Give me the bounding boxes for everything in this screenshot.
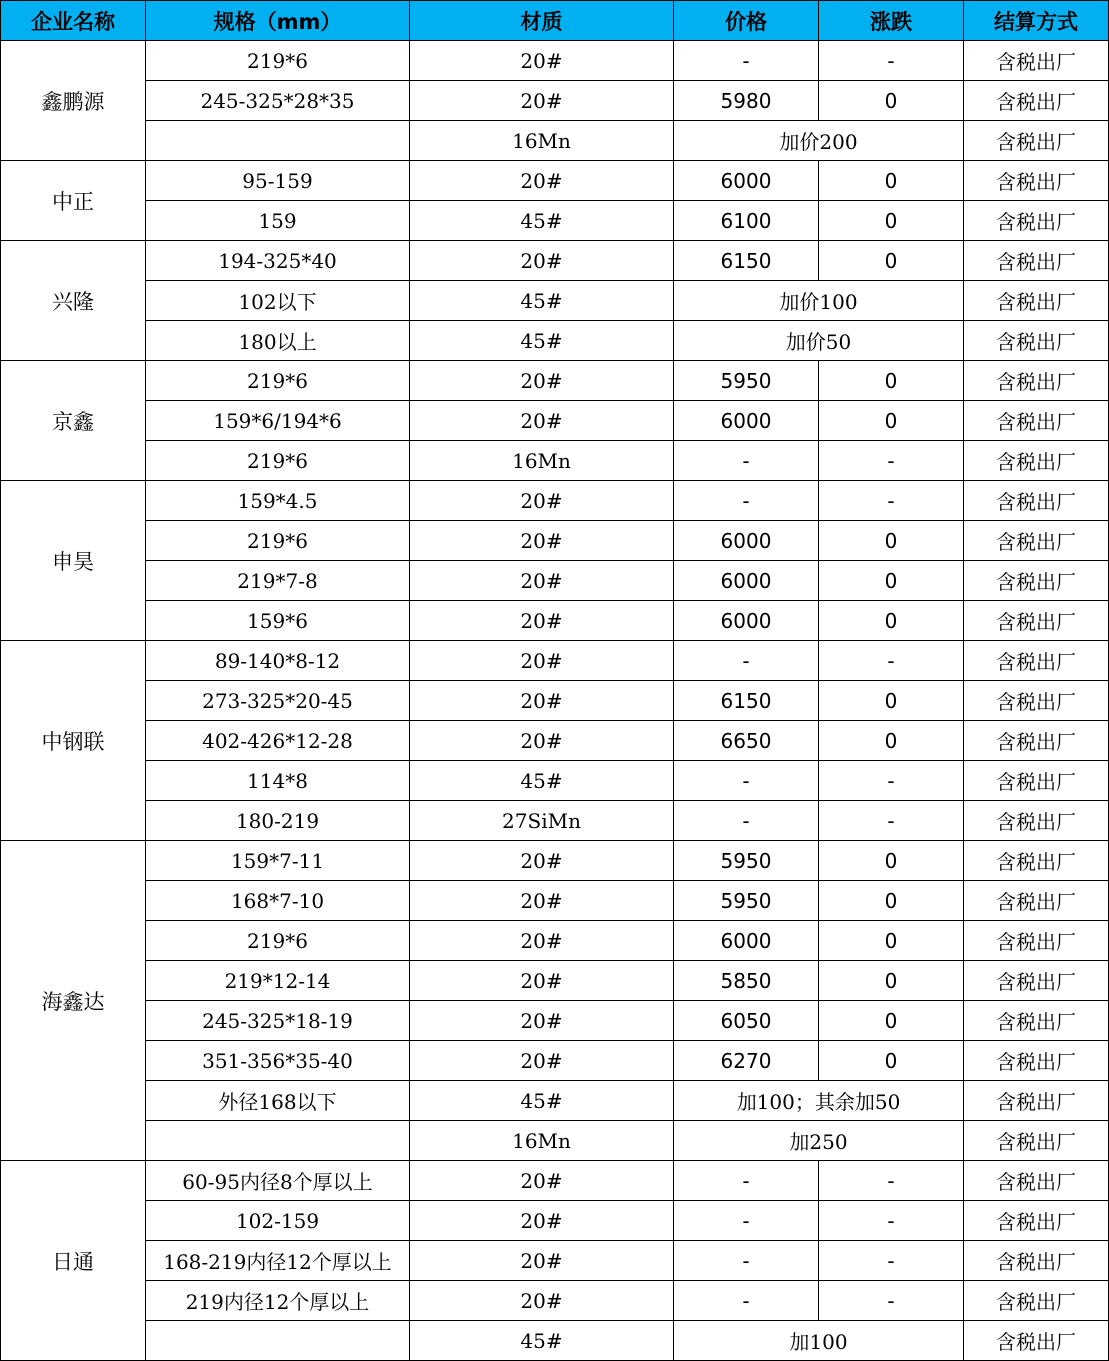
change-cell: -	[819, 441, 964, 481]
spec-cell: 159*6	[146, 601, 410, 641]
table-row	[1, 361, 1109, 401]
table-row	[1, 281, 1109, 321]
material-cell: 20#	[410, 1241, 674, 1281]
company-name-cell: 兴隆	[1, 241, 146, 361]
spec-cell: 219*6	[146, 521, 410, 561]
spec-cell: 89-140*8-12	[146, 641, 410, 681]
company-name-cell: 申昊	[1, 481, 146, 641]
spec-cell: 168*7-10	[146, 881, 410, 921]
settlement-cell: 含税出厂	[964, 1161, 1109, 1201]
change-cell: -	[819, 1281, 964, 1321]
change-cell: -	[819, 1161, 964, 1201]
table-row	[1, 201, 1109, 241]
settlement-cell: 含税出厂	[964, 841, 1109, 881]
company-name-cell: 海鑫达	[1, 841, 146, 1161]
price-note-cell: 加价50	[674, 321, 964, 361]
material-cell: 27SiMn	[410, 801, 674, 841]
material-cell: 20#	[410, 561, 674, 601]
settlement-cell: 含税出厂	[964, 441, 1109, 481]
settlement-cell: 含税出厂	[964, 321, 1109, 361]
change-cell: 0	[819, 681, 964, 721]
settlement-cell: 含税出厂	[964, 1001, 1109, 1041]
price-cell: 6150	[674, 681, 819, 721]
material-cell: 45#	[410, 1321, 674, 1361]
change-cell: 0	[819, 521, 964, 561]
table-row	[1, 161, 1109, 201]
table-row	[1, 1041, 1109, 1081]
change-cell: 0	[819, 161, 964, 201]
price-note-cell: 加100；其余加50	[674, 1081, 964, 1121]
material-cell: 20#	[410, 81, 674, 121]
table-row	[1, 561, 1109, 601]
settlement-cell: 含税出厂	[964, 121, 1109, 161]
material-cell: 20#	[410, 361, 674, 401]
spec-cell: 351-356*35-40	[146, 1041, 410, 1081]
material-cell: 20#	[410, 961, 674, 1001]
material-cell: 20#	[410, 921, 674, 961]
table-row	[1, 1001, 1109, 1041]
settlement-cell: 含税出厂	[964, 961, 1109, 1001]
settlement-cell: 含税出厂	[964, 481, 1109, 521]
material-cell: 16Mn	[410, 121, 674, 161]
price-cell: -	[674, 641, 819, 681]
material-cell: 20#	[410, 1161, 674, 1201]
table-row	[1, 521, 1109, 561]
price-cell: 6150	[674, 241, 819, 281]
change-cell: 0	[819, 1041, 964, 1081]
settlement-cell: 含税出厂	[964, 1041, 1109, 1081]
settlement-cell: 含税出厂	[964, 881, 1109, 921]
price-cell: 5950	[674, 361, 819, 401]
spec-cell: 159*4.5	[146, 481, 410, 521]
spec-cell: 219*6	[146, 921, 410, 961]
price-cell: -	[674, 761, 819, 801]
company-name-cell: 鑫鹏源	[1, 41, 146, 161]
spec-cell: 219*6	[146, 361, 410, 401]
change-cell: 0	[819, 881, 964, 921]
table-row	[1, 41, 1109, 81]
material-cell: 20#	[410, 401, 674, 441]
table-row	[1, 921, 1109, 961]
table-row	[1, 841, 1109, 881]
table-row	[1, 1161, 1109, 1201]
table-row	[1, 321, 1109, 361]
spec-cell: 102-159	[146, 1201, 410, 1241]
change-cell: 0	[819, 921, 964, 961]
price-cell: 6270	[674, 1041, 819, 1081]
spec-cell: 245-325*18-19	[146, 1001, 410, 1041]
table-row	[1, 801, 1109, 841]
table-row	[1, 1081, 1109, 1121]
price-cell: 6000	[674, 401, 819, 441]
change-cell: -	[819, 481, 964, 521]
settlement-cell: 含税出厂	[964, 521, 1109, 561]
settlement-cell: 含税出厂	[964, 641, 1109, 681]
price-cell: 6000	[674, 921, 819, 961]
price-cell: -	[674, 1241, 819, 1281]
table-row	[1, 481, 1109, 521]
material-cell: 20#	[410, 241, 674, 281]
material-cell: 20#	[410, 521, 674, 561]
settlement-cell: 含税出厂	[964, 1321, 1109, 1361]
change-cell: 0	[819, 241, 964, 281]
table-row	[1, 641, 1109, 681]
settlement-cell: 含税出厂	[964, 601, 1109, 641]
price-cell: 6650	[674, 721, 819, 761]
price-note-cell: 加价200	[674, 121, 964, 161]
table-row	[1, 1241, 1109, 1281]
company-name-cell: 中钢联	[1, 641, 146, 841]
price-cell: -	[674, 481, 819, 521]
change-cell: -	[819, 801, 964, 841]
table-row	[1, 121, 1109, 161]
change-cell: 0	[819, 201, 964, 241]
change-cell: 0	[819, 961, 964, 1001]
spec-cell: 402-426*12-28	[146, 721, 410, 761]
spec-cell	[146, 1321, 410, 1361]
table-row	[1, 1121, 1109, 1161]
material-cell: 20#	[410, 601, 674, 641]
material-cell: 20#	[410, 1201, 674, 1241]
price-cell: 5950	[674, 841, 819, 881]
spec-cell: 219*7-8	[146, 561, 410, 601]
table-row	[1, 681, 1109, 721]
spec-cell: 159*6/194*6	[146, 401, 410, 441]
table-row	[1, 1201, 1109, 1241]
price-cell: 5950	[674, 881, 819, 921]
price-cell: 6000	[674, 521, 819, 561]
price-cell: -	[674, 41, 819, 81]
spec-cell: 114*8	[146, 761, 410, 801]
change-cell: 0	[819, 81, 964, 121]
material-cell: 20#	[410, 1001, 674, 1041]
price-note-cell: 加100	[674, 1321, 964, 1361]
material-cell: 20#	[410, 1281, 674, 1321]
spec-cell: 180以上	[146, 321, 410, 361]
price-cell: 5980	[674, 81, 819, 121]
material-cell: 20#	[410, 481, 674, 521]
change-cell: -	[819, 41, 964, 81]
table-row	[1, 881, 1109, 921]
material-cell: 45#	[410, 761, 674, 801]
settlement-cell: 含税出厂	[964, 681, 1109, 721]
spec-cell: 102以下	[146, 281, 410, 321]
settlement-cell: 含税出厂	[964, 41, 1109, 81]
change-cell: -	[819, 761, 964, 801]
spec-cell: 180-219	[146, 801, 410, 841]
settlement-cell: 含税出厂	[964, 561, 1109, 601]
price-cell: -	[674, 1161, 819, 1201]
table-row	[1, 961, 1109, 1001]
price-cell: -	[674, 1281, 819, 1321]
settlement-cell: 含税出厂	[964, 721, 1109, 761]
price-cell: 6000	[674, 161, 819, 201]
header-price: 价格	[674, 1, 819, 41]
settlement-cell: 含税出厂	[964, 401, 1109, 441]
change-cell: 0	[819, 601, 964, 641]
spec-cell: 219*12-14	[146, 961, 410, 1001]
spec-cell: 60-95内径8个厚以上	[146, 1161, 410, 1201]
header-settlement: 结算方式	[964, 1, 1109, 41]
settlement-cell: 含税出厂	[964, 81, 1109, 121]
change-cell: -	[819, 1201, 964, 1241]
change-cell: 0	[819, 561, 964, 601]
table-body	[1, 41, 1109, 1361]
price-cell: 6000	[674, 561, 819, 601]
change-cell: -	[819, 641, 964, 681]
table-row	[1, 441, 1109, 481]
spec-cell: 95-159	[146, 161, 410, 201]
header-material: 材质	[410, 1, 674, 41]
spec-cell: 219*6	[146, 441, 410, 481]
material-cell: 45#	[410, 281, 674, 321]
table-row	[1, 241, 1109, 281]
material-cell: 16Mn	[410, 1121, 674, 1161]
settlement-cell: 含税出厂	[964, 1201, 1109, 1241]
company-name-cell: 日通	[1, 1161, 146, 1361]
price-cell: 6000	[674, 601, 819, 641]
header-company: 企业名称	[1, 1, 146, 41]
material-cell: 45#	[410, 1081, 674, 1121]
settlement-cell: 含税出厂	[964, 361, 1109, 401]
spec-cell: 159	[146, 201, 410, 241]
material-cell: 20#	[410, 721, 674, 761]
settlement-cell: 含税出厂	[964, 281, 1109, 321]
table-row	[1, 401, 1109, 441]
settlement-cell: 含税出厂	[964, 201, 1109, 241]
material-cell: 20#	[410, 881, 674, 921]
header-row	[1, 1, 1109, 41]
table-row	[1, 721, 1109, 761]
change-cell: -	[819, 1241, 964, 1281]
settlement-cell: 含税出厂	[964, 161, 1109, 201]
spec-cell: 219内径12个厚以上	[146, 1281, 410, 1321]
price-cell: 6100	[674, 201, 819, 241]
spec-cell	[146, 1121, 410, 1161]
spec-cell: 245-325*28*35	[146, 81, 410, 121]
table-row	[1, 601, 1109, 641]
material-cell: 20#	[410, 1041, 674, 1081]
settlement-cell: 含税出厂	[964, 921, 1109, 961]
settlement-cell: 含税出厂	[964, 1281, 1109, 1321]
price-cell: 6050	[674, 1001, 819, 1041]
price-note-cell: 加价100	[674, 281, 964, 321]
table-row	[1, 1281, 1109, 1321]
spec-cell: 273-325*20-45	[146, 681, 410, 721]
spec-cell: 168-219内径12个厚以上	[146, 1241, 410, 1281]
price-cell: -	[674, 801, 819, 841]
material-cell: 45#	[410, 201, 674, 241]
settlement-cell: 含税出厂	[964, 1081, 1109, 1121]
settlement-cell: 含税出厂	[964, 241, 1109, 281]
change-cell: 0	[819, 841, 964, 881]
spec-cell	[146, 121, 410, 161]
table-row	[1, 81, 1109, 121]
spec-cell: 159*7-11	[146, 841, 410, 881]
settlement-cell: 含税出厂	[964, 1241, 1109, 1281]
price-cell: -	[674, 1201, 819, 1241]
table-row	[1, 1321, 1109, 1361]
spec-cell: 194-325*40	[146, 241, 410, 281]
material-cell: 16Mn	[410, 441, 674, 481]
change-cell: 0	[819, 361, 964, 401]
material-cell: 45#	[410, 321, 674, 361]
spec-cell: 219*6	[146, 41, 410, 81]
header-change: 涨跌	[819, 1, 964, 41]
material-cell: 20#	[410, 161, 674, 201]
company-name-cell: 京鑫	[1, 361, 146, 481]
settlement-cell: 含税出厂	[964, 761, 1109, 801]
header-spec: 规格（mm）	[146, 1, 410, 41]
spec-cell: 外径168以下	[146, 1081, 410, 1121]
material-cell: 20#	[410, 681, 674, 721]
price-note-cell: 加250	[674, 1121, 964, 1161]
price-cell: -	[674, 441, 819, 481]
change-cell: 0	[819, 1001, 964, 1041]
settlement-cell: 含税出厂	[964, 1121, 1109, 1161]
change-cell: 0	[819, 721, 964, 761]
settlement-cell: 含税出厂	[964, 801, 1109, 841]
material-cell: 20#	[410, 41, 674, 81]
price-cell: 5850	[674, 961, 819, 1001]
change-cell: 0	[819, 401, 964, 441]
table-row	[1, 761, 1109, 801]
material-cell: 20#	[410, 641, 674, 681]
material-cell: 20#	[410, 841, 674, 881]
company-name-cell: 中正	[1, 161, 146, 241]
